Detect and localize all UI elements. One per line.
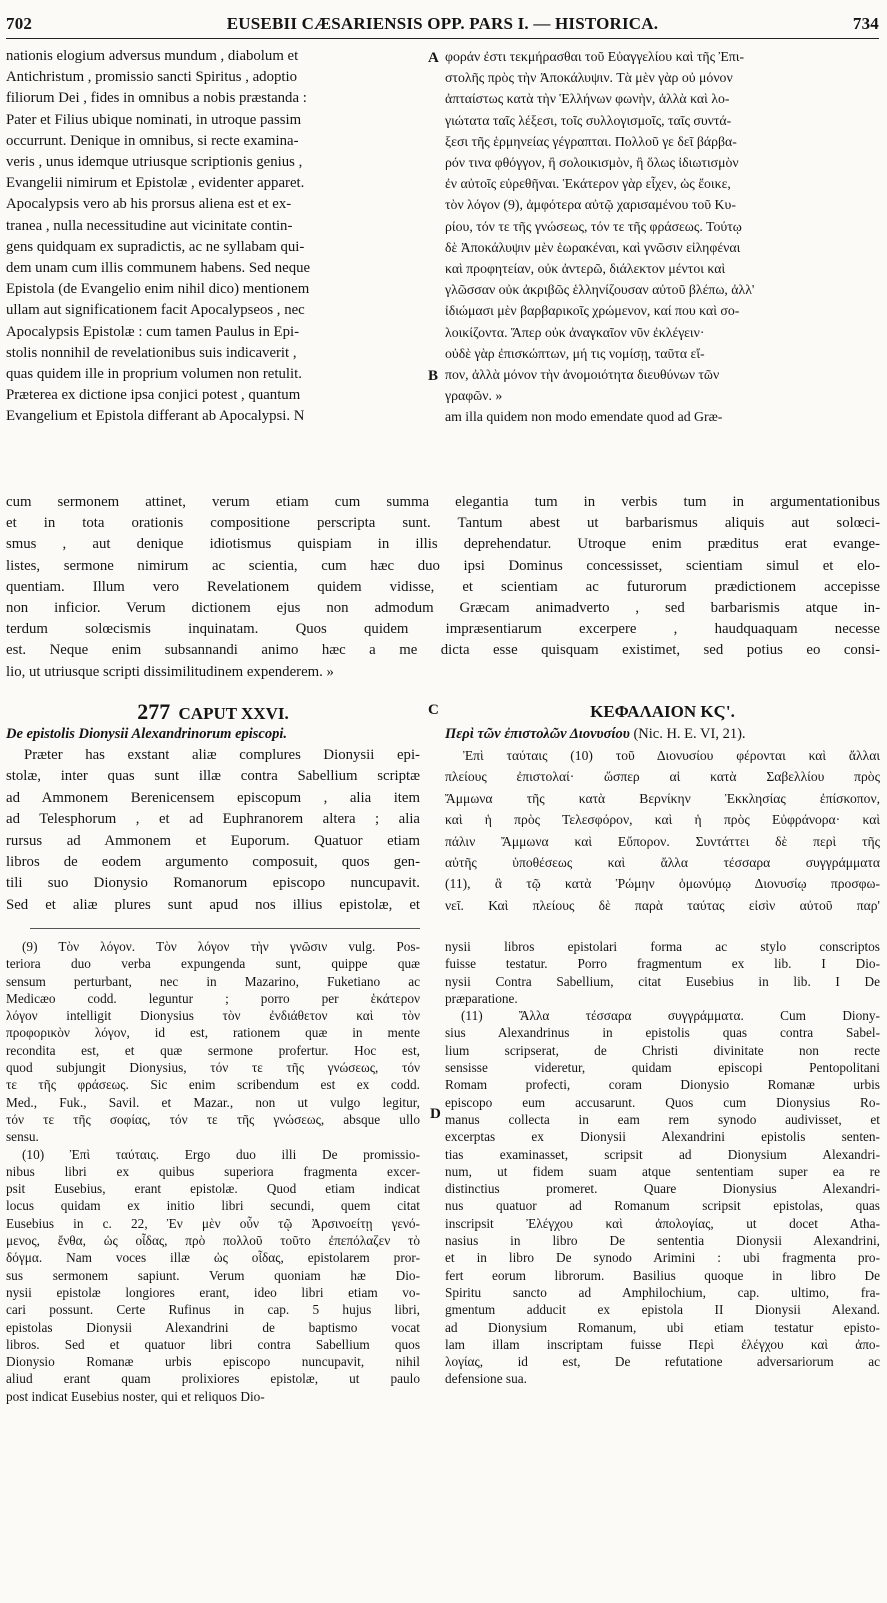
text-line: λόγον intelligit Dionysius τὸν ἐνδιάθετον καὶ τὸν — [6, 1008, 420, 1024]
text-line: Præter has exstant aliæ complures Dionysii epi- — [24, 747, 420, 763]
text-line: tili suo Dionysio Romanorum episcopo nuncupavit. — [6, 875, 420, 892]
text-line: tias examinasset, scripsit ad Dionysium Alexandri- — [445, 1146, 880, 1162]
text-line: λοικίζοντα. Ἅπερ οὐκ ἀναγκαῖον νῦν ἐκλέγειν· — [445, 324, 705, 340]
text-line: listes, sermone nimirum ac scientia, cum hæc duo ipsi Dominus concessisset, scientiam simul et elo- — [6, 557, 880, 574]
text-line: manus collecta in eam rem synodo audivisset, et — [445, 1111, 880, 1127]
text-line: Pater et Filius ubique nominati, in utroque passim — [6, 111, 302, 128]
text-line: et in libro De synodo Arimini : ubi fragmenta pro- — [445, 1250, 880, 1266]
margin-letter-a: A — [428, 50, 439, 66]
header-rule — [6, 38, 879, 39]
text-line: Evangelium et Epistola differant ab Apocalypsi. N — [6, 408, 305, 425]
text-line: nationis elogium adversus mundum , diabolum et — [6, 48, 299, 64]
text-line: quod subjungit Dionysius, τόν τε τῆς γνώσεως, τόν — [6, 1060, 420, 1076]
text-line: τὸν λόγον (9), ἀμφότερα αὐτῷ χαρισαμένου τοῦ Κυ- — [445, 197, 736, 213]
text-line: terdum solœcismis inquinatam. Quos quidem impræsentiarum excerpere , haudquaquam necesse — [6, 621, 880, 638]
text-line: Præterea ex dictione ipsa conjici potest , quantum — [6, 387, 301, 404]
greek-column-top — [445, 46, 880, 428]
text-line: ξεσι τῆς ἑρμηνείας γέγραπται. Πολλοῦ γε δεῖ βάρβα- — [445, 133, 737, 149]
text-line: excerptas ex Dionysii Alexandrini epistolis senten- — [445, 1129, 880, 1145]
text-line: στολῆς πρὸς τὴν Ἀποκάλυψιν. Τὰ μὲν γὰρ οὐ μόνον — [445, 70, 733, 86]
text-line: locus quidam ex initio libri secundi, quem citat — [6, 1198, 420, 1214]
text-line: num, ut fidem suam atque sententiam super ea re — [445, 1163, 880, 1179]
text-line: (11), ἃ τῷ κατὰ Ῥώμην ὁμωνύμῳ Διονυσίῳ προσφω- — [445, 876, 880, 892]
text-line: ad Ammonem Berenicensem episcopum , alia item — [6, 789, 420, 806]
text-line: veris , unus idemque utriusque scriptionis genius , — [6, 154, 303, 171]
text-line: ἀπταίστως κατὰ τὴν Ἑλλήνων φωνὴν, ἀλλὰ καὶ λο- — [445, 91, 730, 107]
text-line: καὶ ἡ πρὸς Τελεσφόρον, καὶ ἡ πρὸς Εὐφράνορα· καὶ — [445, 812, 880, 828]
latin-column-top — [6, 46, 420, 428]
text-line: Eusebius in c. 22, Ἐν μὲν οὖν τῷ Ἀρσινοείτῃ γενό- — [6, 1215, 420, 1231]
chapter-body-latin — [6, 745, 420, 916]
text-line: Medicæo codd. leguntur ; porro per ἑκάτερον — [6, 990, 420, 1006]
text-line: libros de eodem argumento composuit, quos gen- — [6, 854, 420, 871]
text-line: nibus libri ex quibus superiora fragmenta excer- — [6, 1163, 420, 1179]
text-line: distinctius promeret. Quare Dionysius Alexandri- — [445, 1181, 880, 1197]
text-line: προφορικὸν λόγον, id est, rationem quæ in mente — [6, 1025, 420, 1041]
footnotes-left — [6, 938, 420, 1405]
text-line: rursus ad Ammonem et Euporum. Quatuor etiam — [6, 832, 420, 849]
text-line: Spiritu sancto ad Amphilochium, cap. ultimo, fra- — [445, 1284, 880, 1300]
text-line: filiorum Dei , fides in omnibus a nobis præstanda : — [6, 90, 307, 107]
text-line: ρόν τινα φθόγγον, ἢ σολοικισμὸν, ἢ ὅλως ἰδιωτισμὸν — [445, 155, 739, 171]
chapter-heading-greek — [445, 700, 880, 724]
text-line: Epistola (de Evangelio enim nihil dico) mentionem — [6, 281, 310, 298]
text-line: smus , aut denique idiotismus quispiam in illis deprehendatur. Utroque enim præditus erat evange- — [6, 536, 880, 553]
text-line: γραφῶν. » — [445, 388, 503, 404]
text-line: epistolas Dionysii Alexandrini de baptismo vocat — [6, 1319, 420, 1335]
text-line: πον, ἀλλὰ μόνον τὴν ἀνομοιότητα διευθύνων τῶν — [445, 367, 720, 383]
text-line: (9) Τὸν λόγον. Τὸν λόγον τὴν γνῶσιν vulg. Pos- — [22, 939, 420, 954]
running-header — [6, 14, 879, 38]
text-line: lium scripserat, de Christi divinitate non recte — [445, 1042, 880, 1058]
chapter-latin — [6, 700, 420, 916]
chapter-subtitle-greek — [445, 724, 880, 745]
text-line: Ἄμμωνα τῆς κατὰ Βερνίκην Ἐκκλησίας ἐπίσκοπον, — [445, 790, 880, 806]
text-line: μενος, ἔνθα, ὡς οἶδας, πρὸ πολλοῦ τοῦτο ἐπεπόλαζεν τὸ — [6, 1233, 420, 1249]
text-line: inscripsit Ἐλέγχου καὶ ἀπολογίας, ut docet Atha- — [445, 1215, 880, 1231]
text-line: stolæ, inter quas sunt illæ contra Sabellium scriptæ — [6, 768, 420, 785]
text-line: ἐν αὐτοῖς εὑρεθῆναι. Ἑκάτερον γὰρ εἶχεν, ὡς ἔοικε, — [445, 176, 731, 192]
text-line: ad Telesphorum , et ad Euphranorem altera ; alia — [6, 811, 420, 828]
chapter-title-latin: CAPUT XXVI. — [178, 704, 289, 723]
text-line: Sed et aliæ plures sunt apud nos illius epistolæ, et — [6, 896, 420, 913]
text-line: libros. Sed et quatuor libri contra Sabellium quos — [6, 1336, 420, 1352]
text-line: Apocalypsis vero ab his prorsus aliena est et ex- — [6, 196, 292, 213]
text-line: γιώτατα ταῖς λέξεσι, τοῖς συλλογισμοῖς, ταῖς συντά- — [445, 112, 732, 128]
text-line: post indicat Eusebius noster, qui et reliquos Dio- — [6, 1388, 265, 1404]
text-line: Med., Fuk., Savil. et Mazar., non ut vulgo legitur, — [6, 1094, 420, 1110]
text-line: (11) Ἄλλα τέσσαρα συγγράμματα. Cum Diony- — [461, 1008, 880, 1024]
text-line: fuisse testatur. Porro fragmentum ex lib. I Dio- — [445, 956, 880, 972]
text-line: ullam aut significationem facit Apocalypseos , nec — [6, 302, 305, 319]
text-line: sensum perturbant, nec in Mazarino, Fuketiano ac — [6, 973, 420, 989]
chapter-subtitle-greek-ref: (Nic. H. E. VI, 21). — [633, 726, 746, 742]
margin-letter-d: D — [430, 1106, 441, 1122]
text-line: aliud erant quam prolixiores epistolæ, ut paulo — [6, 1371, 420, 1387]
text-line: πάλιν Ἄμμωνα καὶ Εὔπορον. Συντάττει δὲ περὶ τῆς — [445, 833, 880, 849]
text-line: τε τῆς φράσεως. Sic enim scribendum est ex codd. — [6, 1077, 420, 1093]
text-line: Evangelii nimirum et Epistolæ , evidenter apparet. — [6, 175, 305, 192]
text-line: teriora duo verba expungenda sunt, quippe quæ — [6, 956, 420, 972]
chapter-body-greek — [445, 745, 880, 916]
text-line: defensione sua. — [445, 1371, 527, 1387]
page-number-left: 702 — [6, 14, 33, 33]
text-line: sus sermonem sapiunt. Verum quoniam hæ Dio- — [6, 1267, 420, 1283]
margin-letter-b: B — [428, 368, 439, 384]
text-line: sius Alexandrinus in epistolis quas contra Sabel- — [445, 1025, 880, 1041]
text-line: γλῶσσαν οὐκ ἀκριβῶς ἑλληνίζουσαν αὐτοῦ βλέπω, ἀλλ' — [445, 282, 755, 298]
text-line: ad Dionysium Romanum, ubi etiam testatur episto- — [445, 1319, 880, 1335]
text-line: psit Eusebius, erant epistolæ. Quod etiam indicat — [6, 1181, 420, 1197]
text-line: præparatione. — [445, 990, 518, 1006]
chapter-subtitle-latin: De epistolis Dionysii Alexandrinorum episcopi. — [6, 726, 288, 742]
text-line: nus quatuor ad Romanum scripsit epistolas, quas — [445, 1198, 880, 1214]
text-line: am illa quidem non modo emendate quod ad Græ- — [445, 409, 723, 425]
text-line: Antichristum , promissio sancti Spiritus , adoptio — [6, 69, 297, 86]
text-line: nysii Contra Sabellium, citat Eusebius in lib. I De — [445, 973, 880, 989]
text-line: Romam profecti, coram Dionysio Romanæ urbis — [445, 1077, 880, 1093]
chapter-greek — [445, 700, 880, 916]
text-line: πλείους ἐπιστολαί· ὥσπερ αἱ κατὰ Σαβελλίου πρὸς — [445, 769, 880, 785]
full-width-paragraph — [6, 492, 880, 683]
text-line: cari possunt. Certe Rufinus in cap. 5 hujus libri, — [6, 1302, 420, 1318]
footnotes-right — [445, 938, 880, 1388]
text-line: ἰδιώμασι μὲν βαρβαρικοῖς χρώμενον, καί που καὶ σο- — [445, 303, 740, 319]
text-line: τόν τε τῆς σοφίας, τόν τε τῆς γνώσεως, absque ullo — [6, 1111, 420, 1127]
text-line: fert eorum librorum. Basilius quoque in libro De — [445, 1267, 880, 1283]
text-line: nasius in libro De sententia Dionysii Alexandrini, — [445, 1233, 880, 1249]
text-line: δὲ Ἀποκάλυψιν μὲν ἑωρακέναι, καὶ γνῶσιν εἰληφέναι — [445, 239, 741, 255]
text-line: καὶ προφητείαν, οὐκ ἀντερῶ, διάλεκτον μέντοι καὶ — [445, 261, 726, 277]
chapter-heading-latin — [6, 700, 420, 724]
text-line: sensu. — [6, 1129, 39, 1145]
text-line: stolis nonnihil de revelationibus suis indicaverit , — [6, 344, 297, 361]
text-line: δόγμα. Nam voces illæ ὡς οἶδας, epistolarem pror- — [6, 1250, 420, 1266]
text-line: οὐδὲ γὰρ ἐπισκώπτων, μή τις νομίσῃ, ταῦτα εἴ- — [445, 345, 705, 361]
text-line: lio, ut utriusque scripti dissimilitudinem expenderem. » — [6, 663, 334, 680]
page-number-right: 734 — [852, 14, 879, 33]
text-line: episcopo eum accusarunt. Quos cum Dionysius Ro- — [445, 1094, 880, 1110]
footnote-rule — [30, 928, 420, 929]
text-line: Dionysio Romanæ urbis episcopo nuncupavit, nihil — [6, 1354, 420, 1370]
text-line: cum sermonem attinet, verum etiam cum summa elegantia tum in verbis tum in argumentationibus — [6, 494, 880, 510]
text-line: φοράν ἐστι τεκμήρασθαι τοῦ Εὐαγγελίου καὶ τῆς Ἐπι- — [445, 49, 745, 64]
text-line: sensisse videretur, quidam episcopi Pentopolitani — [445, 1060, 880, 1076]
text-line: non inficior. Verum dictionem ejus non admodum Græcam animadverto , sed barbarismis atque in- — [6, 600, 880, 617]
text-line: occurrunt. Denique in omnibus, si recte examina- — [6, 132, 299, 149]
text-line: quentiam. Illum vero Revelationem quidem vidisse, et scientiam ac futurorum prædictionem accepisse — [6, 578, 880, 595]
text-line: Ἐπὶ ταύταις (10) τοῦ Διονυσίου φέρονται καὶ ἄλλαι — [463, 748, 880, 763]
text-line: est. Neque enim subsannandi animo hæc a me dicta esse quisquam existimet, sed potius eo consi- — [6, 642, 880, 659]
text-line: nysii libros epistolari forma ac stylo conscriptos — [445, 939, 880, 954]
text-line: dem unam cum illis communem habens. Sed neque — [6, 260, 311, 277]
running-title: EUSEBII CÆSARIENSIS OPP. PARS I. — HISTORICA. — [226, 14, 659, 33]
text-line: recondita est, et quæ sermone profertur. Hoc est, — [6, 1042, 420, 1058]
text-line: et in tota orationis compositione perscripta sunt. Tantum abest ut barbarismus aliquis aut solœci- — [6, 515, 880, 532]
text-line: ρίου, τόν τε τῆς γνώσεως, τόν τε τῆς φράσεως. Τούτῳ — [445, 218, 742, 234]
chapter-number: 277 — [137, 699, 171, 724]
text-line: nysii epistolæ longiores erant, ideo libri etiam vo- — [6, 1284, 420, 1300]
text-line: λογίας, id est, De refutatione adversariorum ac — [445, 1354, 880, 1370]
text-line: tranea , nulla necessitudine aut vicinitate contin- — [6, 217, 293, 234]
text-line: gmentum adducit ex epistola II Dionysii Alexand. — [445, 1302, 880, 1318]
text-line: (10) Ἐπὶ ταύταις. Ergo duo illi De promissio- — [22, 1146, 420, 1162]
text-line: gens quidquam ex supradictis, ac ne syllabam qui- — [6, 238, 305, 255]
chapter-subtitle-greek-text: Περὶ τῶν ἐπιστολῶν Διονυσίου — [445, 726, 630, 742]
chapter-title-greek: ΚΕΦΑΛΑΙΟΝ ΚϚ'. — [590, 702, 735, 721]
margin-letter-c: C — [428, 702, 439, 718]
text-line: lam illam inscriptam fuisse Περὶ ἐλέγχου καὶ ἀπο- — [445, 1336, 880, 1352]
text-line: quas quidem ille in proprium volumen non retulit. — [6, 366, 302, 383]
text-line: Apocalypsis Epistolæ : cum tamen Paulus in Epi- — [6, 323, 300, 340]
text-line: νεῖ. Καὶ πλείους δὲ παρὰ ταύτας εἰσὶν αὐτοῦ παρ' — [445, 897, 880, 913]
text-line: αὐτῆς ὑποθέσεως καὶ ἄλλα τέσσαρα συγγράμματα — [445, 855, 880, 871]
